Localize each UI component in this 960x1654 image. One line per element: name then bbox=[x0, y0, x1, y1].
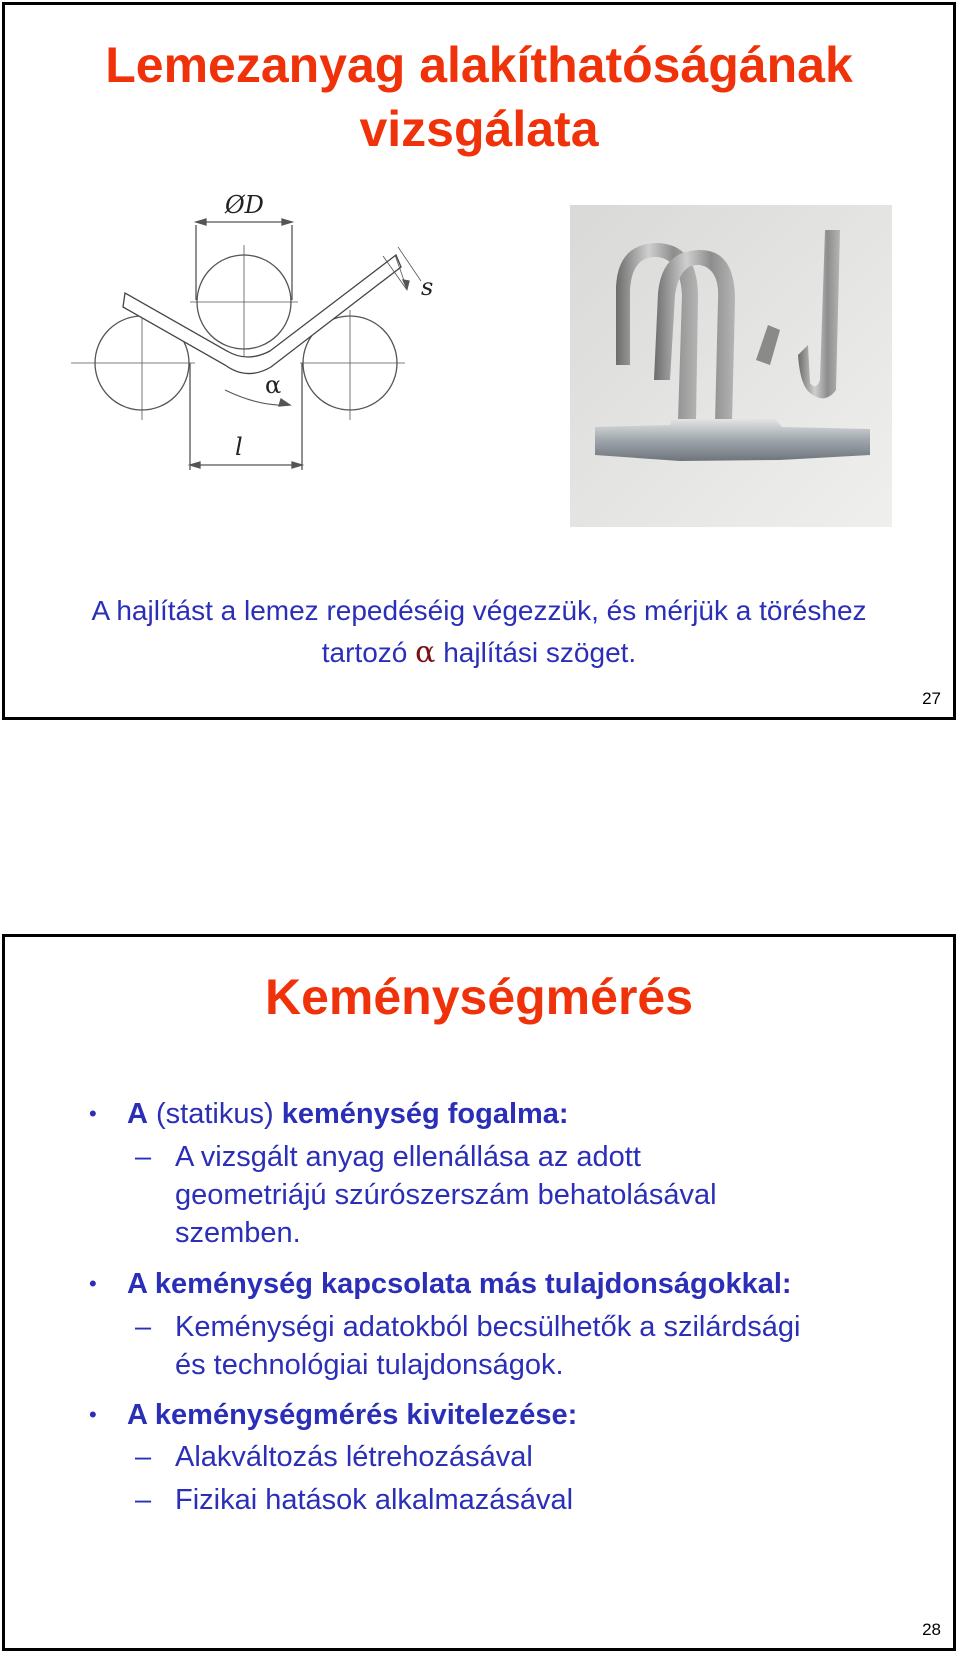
sub-dash: – bbox=[135, 1441, 152, 1473]
caption-line-2 bbox=[5, 632, 953, 674]
arrowhead bbox=[190, 462, 200, 468]
bullet-text: A keménység kapcsolata más tulajdonságokkal: bbox=[127, 1268, 792, 1300]
label-angle: α bbox=[265, 371, 282, 399]
bullet-text: A keménységmérés kivitelezése: bbox=[127, 1399, 578, 1431]
sub-text-line: Fizikai hatások alkalmazásával bbox=[175, 1484, 574, 1516]
bent-sheet bbox=[123, 255, 401, 374]
bent-specimens-photo bbox=[570, 205, 892, 527]
arrowhead bbox=[196, 219, 206, 225]
sub-text-line: Keménységi adatokból becsülhetők a szilárdsági bbox=[175, 1311, 801, 1343]
label-length: l bbox=[235, 433, 243, 461]
bullet-dot: • bbox=[89, 1402, 97, 1427]
bullet-dot: • bbox=[89, 1271, 97, 1296]
bending-test-diagram bbox=[65, 185, 485, 515]
arrowhead bbox=[292, 462, 302, 468]
page-number: 28 bbox=[922, 1620, 941, 1639]
slide-28 bbox=[2, 934, 956, 1651]
slide-title bbox=[5, 33, 953, 161]
slide-title: Keménységmérés bbox=[264, 969, 694, 1025]
sub-text-line: Alakváltozás létrehozásával bbox=[175, 1441, 533, 1473]
sub-text-line: A vizsgált anyag ellenállása az adott bbox=[175, 1141, 641, 1173]
bullet-dot: • bbox=[89, 1101, 97, 1126]
label-diameter: ØD bbox=[225, 191, 264, 219]
sub-text-line: szemben. bbox=[175, 1217, 301, 1249]
caption-text: tartozó bbox=[321, 637, 408, 668]
arrowhead bbox=[403, 280, 409, 289]
label-thickness: s bbox=[421, 273, 434, 301]
slide-title-line-1: Lemezanyag alakíthatóságának bbox=[105, 37, 853, 93]
arrowhead bbox=[282, 219, 292, 225]
caption-text: hajlítási szöget. bbox=[443, 637, 637, 668]
bullet-text-plain: (statikus) bbox=[147, 1098, 282, 1130]
page-number: 27 bbox=[922, 689, 941, 708]
bullet-text bbox=[127, 1094, 569, 1134]
slide-27 bbox=[2, 2, 956, 720]
slide-title-line-2: vizsgálata bbox=[359, 101, 599, 157]
bullet-text-bold: keménység fogalma: bbox=[281, 1098, 569, 1130]
sub-text-line: és technológiai tulajdonságok. bbox=[175, 1349, 564, 1381]
slide-caption bbox=[5, 590, 953, 674]
sub-dash: – bbox=[135, 1311, 152, 1343]
alpha-symbol: α bbox=[415, 635, 436, 670]
arrowhead bbox=[279, 399, 290, 406]
sub-dash: – bbox=[135, 1484, 152, 1516]
caption-line-1: A hajlítást a lemez repedéséig végezzük, és mérjük a töréshez bbox=[91, 595, 867, 626]
sub-text-line: geometriájú szúrószerszám behatolásával bbox=[175, 1179, 717, 1211]
sub-dash: – bbox=[135, 1141, 152, 1173]
bullet-text-bold: A bbox=[127, 1098, 148, 1130]
